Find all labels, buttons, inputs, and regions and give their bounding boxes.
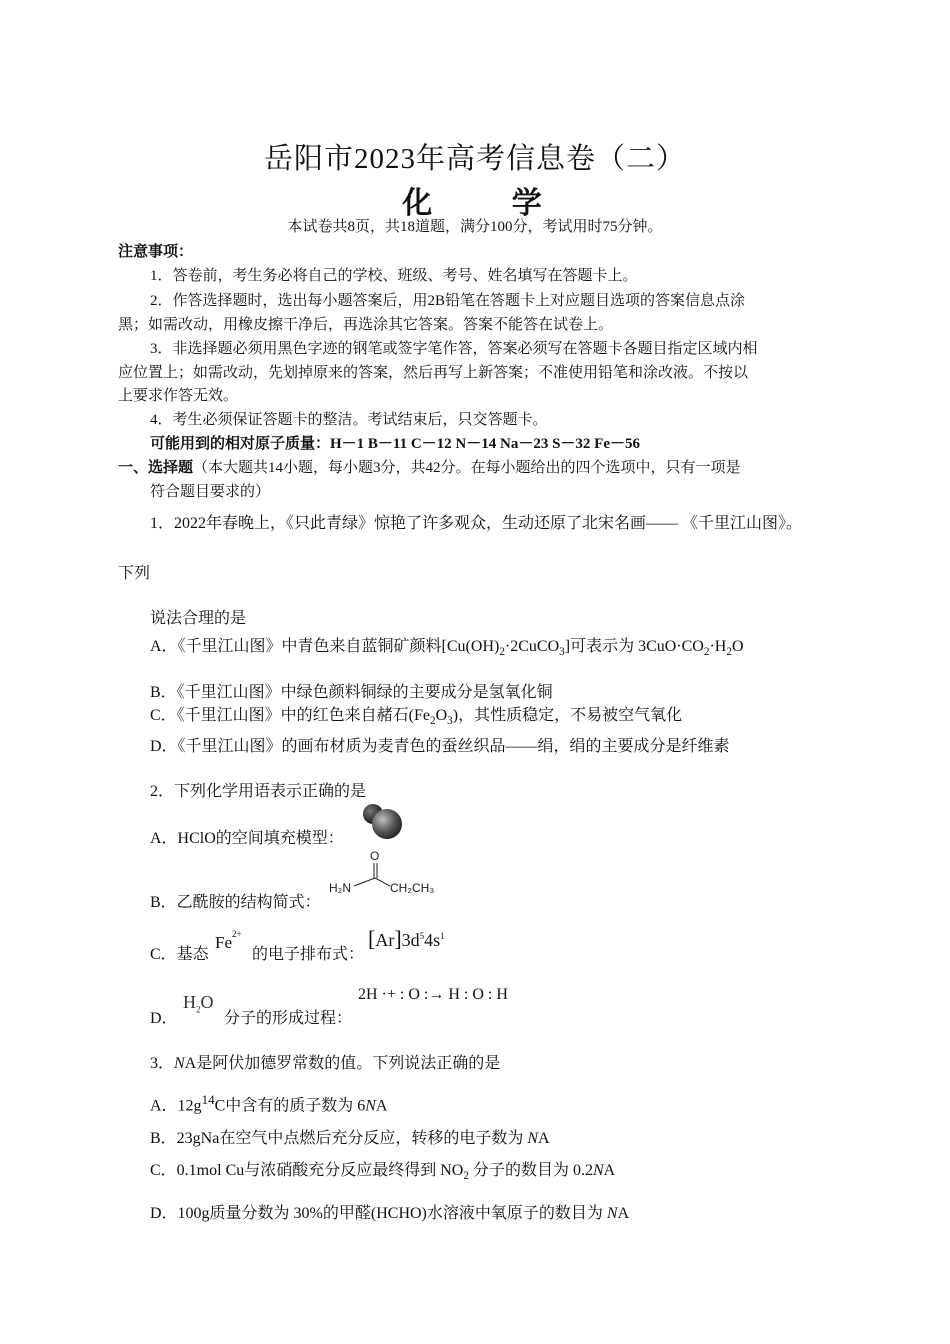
q1-stem-cont2: 说法合理的是 (150, 610, 247, 627)
q3-stem: 3．NA是阿伏加德罗常数的值。下列说法正确的是 (150, 1055, 501, 1072)
section-label: 一、选择题 (118, 460, 194, 476)
acetamide-structure-icon (328, 848, 446, 900)
q2-option-c-text: 的电子排布式： (252, 946, 365, 963)
electron-config: $[Ar]3d^54s^1$ (368, 926, 445, 951)
subject-title: 化 学 (402, 187, 578, 220)
acetamide-o-label: O (370, 849, 380, 863)
q3-option-d: D．100g质量分数为 30%的甲醛(HCHO)水溶液中氧原子的数目为 NA (150, 1205, 630, 1222)
q2-option-d-text: 分子的形成过程： (224, 1010, 353, 1027)
q3-option-b: B．23gNa在空气中点燃后充分反应，转移的电子数为 NA (150, 1130, 550, 1147)
page-title: 岳阳市2023年高考信息卷（二） (263, 143, 686, 175)
q1-option-d: D．《千里江山图》的画布材质为麦青色的蚕丝织品——绢，绢的主要成分是纤维素 (150, 738, 730, 755)
acetamide-n-label: H₂N (329, 881, 351, 895)
notice-item-1: 1．答卷前，考生务必将自己的学校、班级、考号、姓名填写在答题卡上。 (150, 268, 638, 284)
q1-stem-cont: 下列 (118, 565, 151, 582)
h2o-formula: $H_2O$ (183, 992, 214, 1015)
h2o-formation-equation: 2H ·+ : O :→ H : O : H (358, 986, 508, 1003)
fe-ion-label: $Fe^{2+}$ (215, 929, 242, 952)
section-desc: （本大题共14小题，每小题3分，共42分。在每小题给出的四个选项中，只有一项是 (193, 460, 741, 476)
acetamide-ethyl-label: CH₂CH₃ (390, 881, 435, 895)
q2-option-b: B．乙酰胺的结构简式： (150, 894, 321, 911)
notice-item-3-cont2: 上要求作答无效。 (118, 388, 239, 404)
notice-item-3: 3．非选择题必须用黑色字迹的钢笔或签字笔作答，答案必须写在答题卡各题目指定区域内相 (150, 341, 758, 357)
q3-option-c: C．0.1mol Cu与浓硝酸充分反应最终得到 $NO_2$ 分子的数目为 0.2NA (150, 1162, 616, 1183)
q1-option-c: C．《千里江山图》中的红色来自赭石$(Fe_2O_3)$，其性质稳定，不易被空气氧化 (150, 707, 683, 728)
notice-item-4: 4．考生必须保证答题卡的整洁。考试结束后，只交答题卡。 (150, 412, 548, 428)
q2-option-d: D． (150, 1010, 178, 1027)
q2-option-c: C．基态 (150, 946, 209, 963)
q2-stem: 2．下列化学用语表示正确的是 (150, 783, 367, 800)
q2-option-a: A．HClO的空间填充模型： (150, 830, 344, 847)
notice-item-3-cont: 应位置上；如需改动，先划掉原来的答案，然后再写上新答案；不准使用铅笔和涂改液。不按以 (118, 365, 749, 381)
q1-option-a: A．《千里江山图》中青色来自蓝铜矿颜料$[Cu(OH)_2\cdot 2CuCO_3]$可表示为 $3CuO\cdot CO_2\cdot H_2O$ (150, 638, 744, 659)
hclo-space-filling-model-icon (360, 800, 406, 842)
q1-option-b: B．《千里江山图》中绿色颜料铜绿的主要成分是氢氧化铜 (150, 684, 553, 701)
q1-stem: 1．2022年春晚上，《只此青绿》惊艳了许多观众，生动还原了北宋名画—— 《千里江山图》。 (150, 515, 803, 532)
notice-item-2: 2．作答选择题时，选出每小题答案后，用2B铅笔在答题卡上对应题目选项的答案信息点涂 (150, 293, 746, 309)
q3-option-a: A．$12g^{14}C$中含有的质子数为 6NA (150, 1092, 388, 1115)
exam-intro: 本试卷共8页，共18道题，满分100分，考试用时75分钟。 (287, 219, 663, 235)
notice-item-2-cont: 黑；如需改动，用橡皮擦干净后，再选涂其它答案。答案不能答在试卷上。 (118, 317, 614, 333)
atomic-mass-line: 可能用到的相对原子质量：H－1 B－11 C－12 N－14 Na－23 S－32 Fe－56 (150, 436, 641, 452)
section-desc-cont: 符合题目要求的） (150, 484, 271, 500)
section-heading (118, 456, 741, 477)
notice-heading: 注意事项： (118, 244, 194, 260)
